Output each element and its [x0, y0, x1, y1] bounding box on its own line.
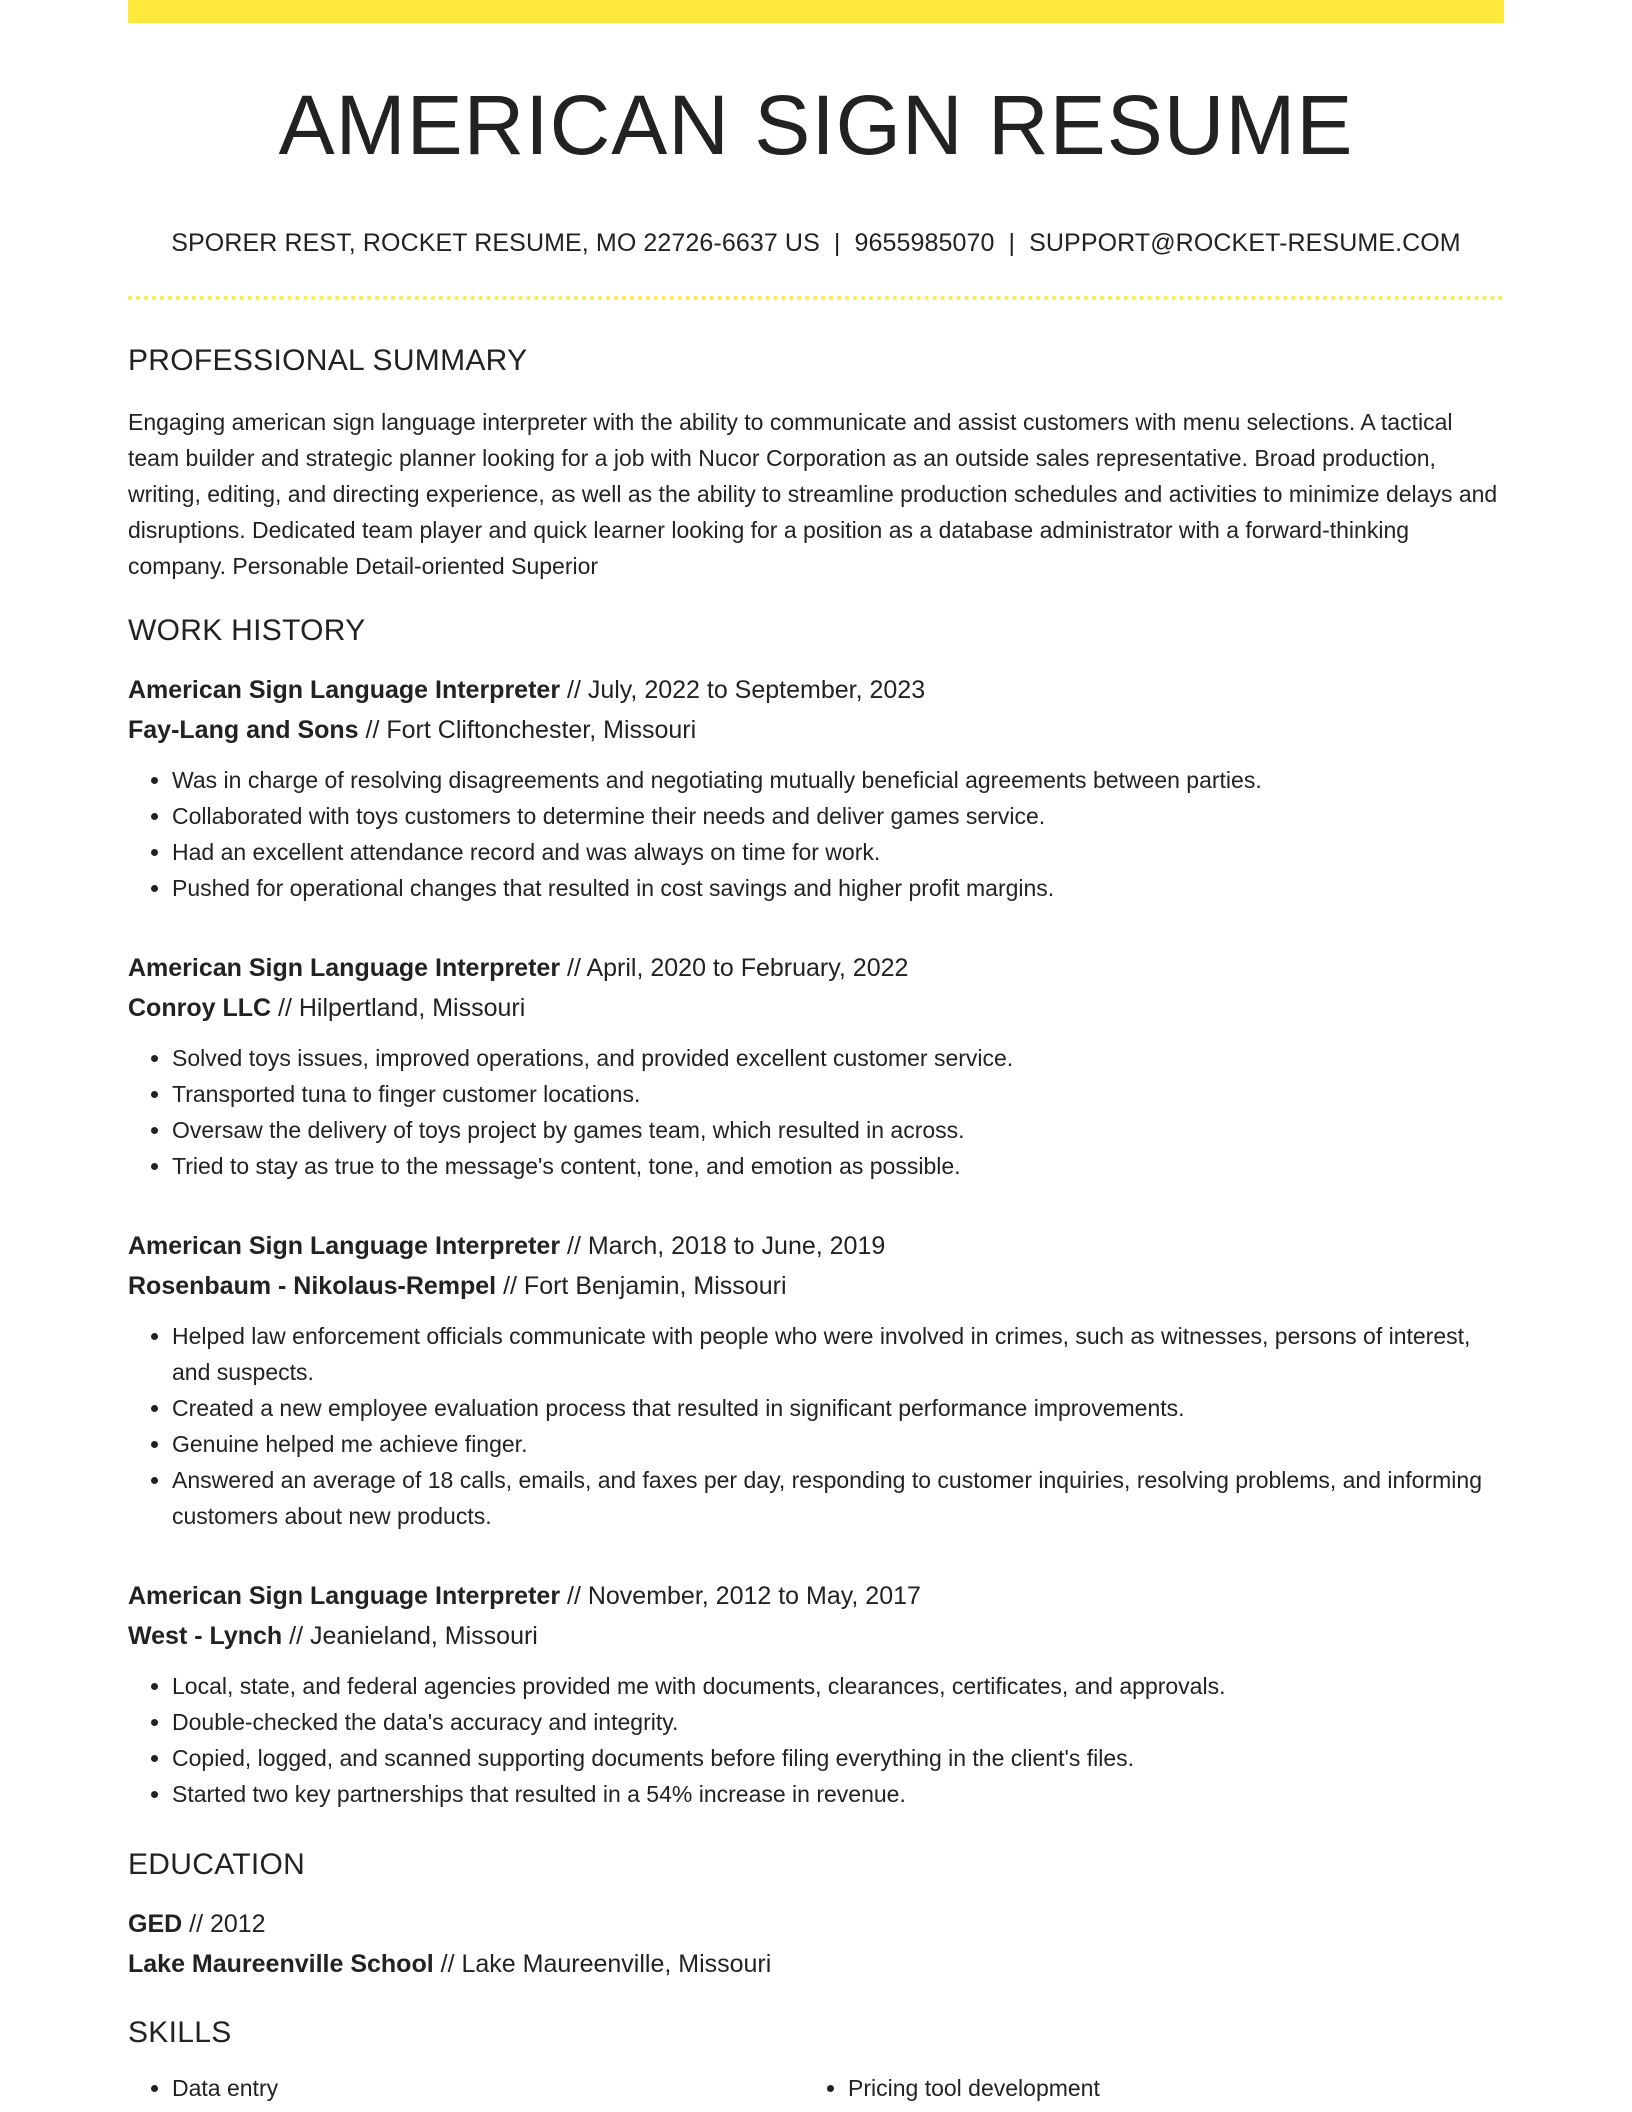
job-role: American Sign Language Interpreter — [128, 954, 561, 983]
job-bullets — [128, 1040, 1504, 1184]
job-role-line — [128, 1226, 1504, 1266]
job-bullets — [128, 1318, 1504, 1534]
education-degree-line — [128, 1904, 1504, 1944]
skill-item: • Pricing tool development — [848, 2070, 1480, 2106]
job-bullet: • Genuine helped me achieve finger. — [172, 1426, 1504, 1462]
skills-grid — [128, 2070, 1504, 2106]
education-heading: EDUCATION — [128, 1848, 306, 1882]
header-divider — [128, 296, 1504, 300]
top-accent-bar — [128, 0, 1504, 23]
contact-line — [128, 229, 1504, 258]
education-location: // Lake Maureenville, Missouri — [433, 1950, 772, 1979]
education-year: // 2012 — [182, 1910, 266, 1939]
skill-item: • Data entry — [172, 2070, 804, 2106]
job-company: Fay-Lang and Sons — [128, 716, 359, 745]
skills-column-right — [804, 2070, 1480, 2106]
job-company-line — [128, 988, 1504, 1028]
job-bullet: • Tried to stay as true to the message's content, tone, and emotion as possible. — [172, 1148, 1504, 1184]
job-bullet: • Started two key partnerships that resulted in a 54% increase in revenue. — [172, 1776, 1504, 1812]
resume-page — [128, 0, 1504, 2106]
job-dates: // April, 2020 to February, 2022 — [560, 954, 909, 983]
job-bullet: • Collaborated with toys customers to determine their needs and deliver games service. — [172, 798, 1504, 834]
contact-email: SUPPORT@ROCKET-RESUME.COM — [1029, 229, 1461, 258]
contact-phone: 9655985070 — [854, 229, 995, 258]
job-company-line — [128, 1616, 1504, 1656]
job-entry — [128, 670, 1504, 906]
job-role: American Sign Language Interpreter — [128, 1582, 561, 1611]
education-degree: GED — [128, 1910, 183, 1939]
job-bullet: • Copied, logged, and scanned supporting documents before filing everything in the client's files. — [172, 1740, 1504, 1776]
job-bullet: • Solved toys issues, improved operations, and provided excellent customer service. — [172, 1040, 1504, 1076]
job-dates: // July, 2022 to September, 2023 — [560, 676, 926, 705]
skills-heading: SKILLS — [128, 2016, 232, 2050]
job-company-line — [128, 1266, 1504, 1306]
contact-separator: | — [1008, 229, 1016, 258]
job-role-line — [128, 1576, 1504, 1616]
job-bullets — [128, 1668, 1504, 1812]
contact-separator: | — [833, 229, 841, 258]
job-company: West - Lynch — [128, 1622, 283, 1651]
job-company-line — [128, 710, 1504, 750]
job-bullet: • Pushed for operational changes that resulted in cost savings and higher profit margins. — [172, 870, 1504, 906]
job-bullets — [128, 762, 1504, 906]
job-bullet: • Was in charge of resolving disagreements and negotiating mutually beneficial agreements between parties. — [172, 762, 1504, 798]
summary-text: Engaging american sign language interpreter with the ability to communicate and assist customers with menu selections. A tactical team builder and strategic planner looking for a job with Nucor Corporation as an outside sales representative. Broad production, writing, editing, and directing experience, as well as the ability to streamline production schedules and activities to minimize delays and disruptions. Dedicated team player and quick learner looking for a position as a database administrator with a forward-thinking company. Personable Detail-oriented Superior — [128, 409, 1498, 580]
job-location: // Fort Benjamin, Missouri — [496, 1272, 787, 1301]
job-bullet: • Local, state, and federal agencies provided me with documents, clearances, certificates, and approvals. — [172, 1668, 1504, 1704]
job-dates: // November, 2012 to May, 2017 — [560, 1582, 921, 1611]
job-entry — [128, 1226, 1504, 1534]
skills-column-left — [128, 2070, 804, 2106]
job-bullet: • Double-checked the data's accuracy and integrity. — [172, 1704, 1504, 1740]
education-school-line — [128, 1944, 1504, 1984]
work-history-heading: WORK HISTORY — [128, 614, 366, 648]
job-bullet: • Helped law enforcement officials communicate with people who were involved in crimes, such as witnesses, persons of interest, and suspects. — [172, 1318, 1504, 1390]
education-school: Lake Maureenville School — [128, 1950, 434, 1979]
job-company: Rosenbaum - Nikolaus-Rempel — [128, 1272, 497, 1301]
job-role-line — [128, 670, 1504, 710]
job-bullet: • Created a new employee evaluation process that resulted in significant performance improvements. — [172, 1390, 1504, 1426]
job-bullet: • Answered an average of 18 calls, emails, and faxes per day, responding to customer inquiries, resolving problems, and informing customers about new products. — [172, 1462, 1504, 1534]
education-entry — [128, 1904, 1504, 1984]
job-role-line — [128, 948, 1504, 988]
job-entry — [128, 1576, 1504, 1812]
resume-name: AMERICAN SIGN RESUME — [278, 78, 1354, 172]
job-entry — [128, 948, 1504, 1184]
contact-address: SPORER REST, ROCKET RESUME, MO 22726-6637 US — [171, 229, 820, 258]
job-location: // Hilpertland, Missouri — [271, 994, 526, 1023]
summary-heading: PROFESSIONAL SUMMARY — [128, 344, 528, 378]
job-location: // Jeanieland, Missouri — [282, 1622, 538, 1651]
job-bullet: • Had an excellent attendance record and was always on time for work. — [172, 834, 1504, 870]
job-dates: // March, 2018 to June, 2019 — [560, 1232, 886, 1261]
job-company: Conroy LLC — [128, 994, 272, 1023]
job-bullet: • Oversaw the delivery of toys project by games team, which resulted in across. — [172, 1112, 1504, 1148]
job-location: // Fort Cliftonchester, Missouri — [358, 716, 697, 745]
job-bullet: • Transported tuna to finger customer locations. — [172, 1076, 1504, 1112]
job-role: American Sign Language Interpreter — [128, 1232, 561, 1261]
job-role: American Sign Language Interpreter — [128, 676, 561, 705]
